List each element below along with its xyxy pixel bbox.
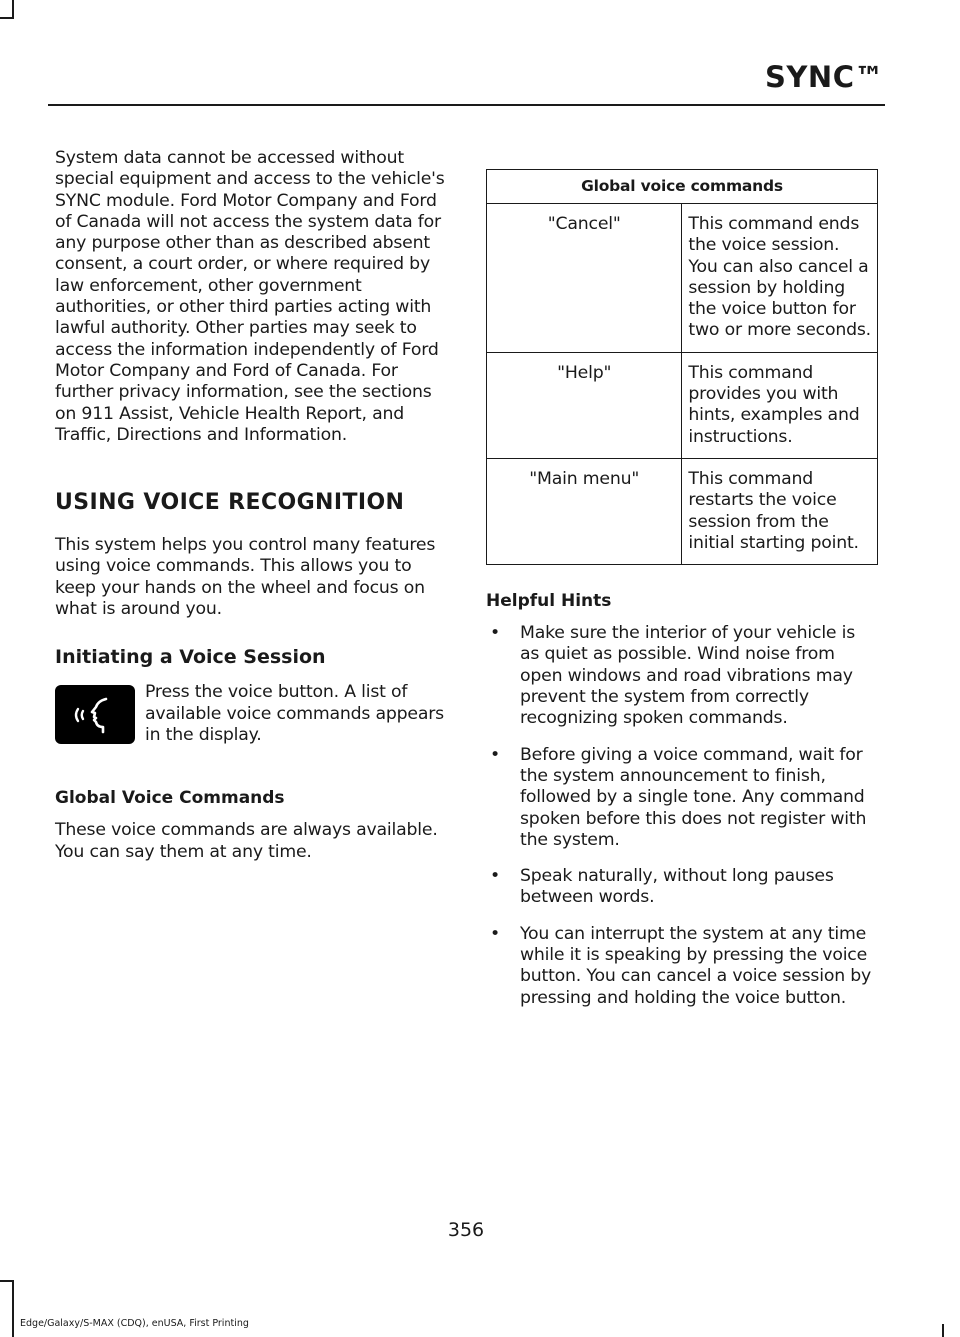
right-column — [486, 169, 878, 1024]
list-item — [486, 623, 878, 729]
helpful-hints-heading: Helpful Hints — [486, 591, 612, 612]
footer-edition-text: Edge/Galaxy/S-MAX (CDQ), enUSA, First Printing — [20, 1318, 249, 1329]
global-commands-paragraph: These voice commands are always available. You can say them at any time. — [55, 820, 438, 862]
command-cell: "Cancel" — [487, 204, 682, 353]
global-voice-commands-heading: Global Voice Commands — [55, 788, 285, 809]
header-divider — [48, 104, 885, 106]
description-cell: This command restarts the voice session from the initial starting point. — [682, 458, 878, 564]
page-number: 356 — [447, 1219, 485, 1241]
command-cell: "Main menu" — [487, 458, 682, 564]
helpful-hints-list — [486, 623, 878, 1009]
global-voice-commands-table — [486, 169, 878, 565]
bullet-icon: • — [490, 866, 500, 887]
hint-text: You can interrupt the system at any time while it is speaking by pressing the voice button. You can cancel a voice session by pressing and holding the voice button. — [520, 923, 872, 1008]
crop-mark-bottom-right — [942, 1324, 944, 1337]
command-cell: "Help" — [487, 352, 682, 458]
list-item — [486, 866, 878, 909]
list-item — [486, 924, 878, 1009]
table-title: Global voice commands — [487, 170, 878, 204]
hint-text: Make sure the interior of your vehicle is as quiet as possible. Wind noise from open windows and road vibrations may prevent the system from correctly recognizing spoken commands. — [520, 623, 856, 729]
left-column — [55, 148, 447, 883]
description-cell: This command ends the voice session. You can also cancel a session by holding the voice button for two or more seconds. — [682, 204, 878, 353]
hint-text: Before giving a voice command, wait for the system announcement to finish, followed by a single tone. Any command spoken before this does not register with the system. — [520, 744, 867, 850]
table-row — [487, 458, 878, 564]
initiating-session-heading: Initiating a Voice Session — [55, 646, 326, 669]
voice-recognition-paragraph: This system helps you control many features using voice commands. This allows you to keep your hands on the wheel and focus on what is around you. — [55, 535, 436, 620]
privacy-paragraph: System data cannot be accessed without special equipment and access to the vehicle's SYNC module. Ford Motor Company and Ford of Canada will not access the system data for any purpose other than as described absent consent, a court order, or where required by law enforcement, other government authorities, or other third parties acting with lawful authority. Other parties may seek to access the information independently of Ford Motor Company and Ford of Canada. For further privacy information, see the sections on 911 Assist, Vehicle Health Report, and Traffic, Directions and Information. — [55, 148, 445, 445]
table-header-row — [487, 170, 878, 204]
table-row — [487, 204, 878, 353]
table-row — [487, 352, 878, 458]
list-item — [486, 745, 878, 851]
voice-button-icon — [55, 685, 135, 744]
bullet-icon: • — [490, 923, 500, 944]
hint-text: Speak naturally, without long pauses between words. — [520, 866, 834, 908]
bullet-icon: • — [490, 744, 500, 765]
crop-mark-top-left-horizontal — [0, 17, 14, 19]
crop-mark-bottom-left — [12, 1280, 14, 1337]
voice-face-icon — [70, 695, 120, 735]
page-header-title: SYNC™ — [765, 60, 884, 94]
description-cell: This command provides you with hints, examples and instructions. — [682, 352, 878, 458]
bullet-icon: • — [490, 623, 500, 644]
voice-button-row — [55, 682, 447, 766]
voice-button-instruction: Press the voice button. A list of available voice commands appears in the display. — [145, 682, 444, 745]
section-heading-voice-recognition: USING VOICE RECOGNITION — [55, 490, 405, 516]
crop-mark-top-left — [12, 0, 14, 17]
crop-mark-bottom-left-horizontal — [0, 1280, 14, 1282]
